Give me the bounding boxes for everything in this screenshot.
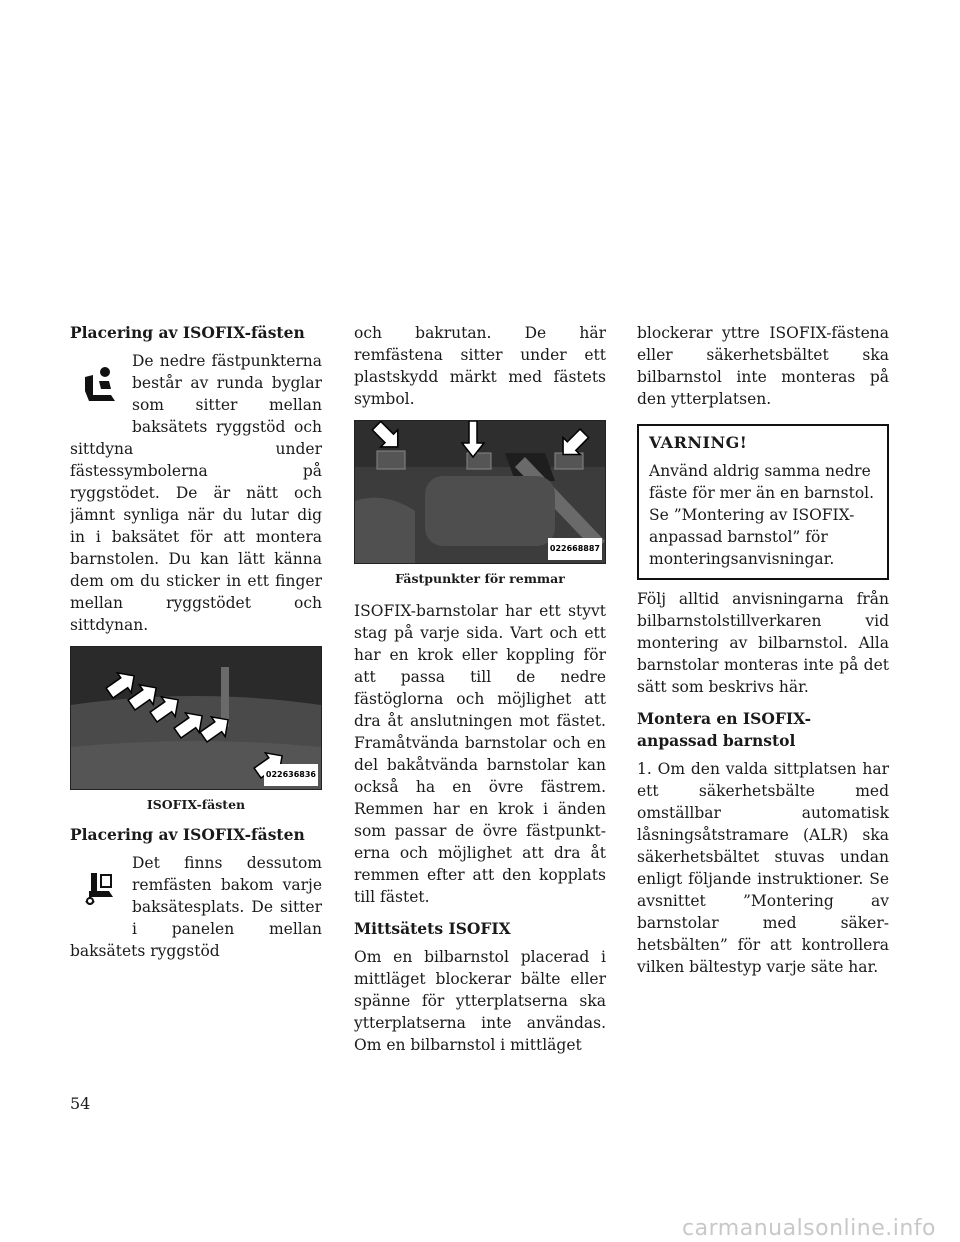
tether-paragraph: Det finns dessutom remfästen bakom varje baksätesplats. De sitter i panelen mellan baksätets ryggstöd <box>70 854 322 960</box>
isofix-paragraph: De nedre fästpunkterna består av runda byglar som sitter mellan baksätets ryggstöd och sittdyna under fästessymbolerna på ryggstödet. De är nätt och jämnt synliga när du lutar dig in i baksätet för att montera barnstolen. Du kan lätt känna dem om du sticker in ett finger mellan ryggstödet och sittdynan. <box>70 352 322 634</box>
isofix-intro <box>70 350 322 636</box>
figure-code: 022636836 <box>264 764 318 786</box>
column-1 <box>70 322 322 962</box>
warning-title: VARNING! <box>649 433 748 452</box>
paragraph: Följ alltid anvisningarna från bilbarnstolstillverkaren vid montering av bilbarnstol. Alla barnstolar monteras inte på det sätt som beskrivs här. <box>637 590 889 696</box>
warning-text: Använd aldrig samma nedre fäste för mer än en barnstol. Se ”Montering av ISOFIX-anpassad barnstol” för monteringsanvisningar. <box>649 462 875 568</box>
section-heading: Placering av ISOFIX-fästen <box>70 323 305 342</box>
figure-caption: Fästpunkter för remmar <box>395 571 565 586</box>
section-heading: Placering av ISOFIX-fästen <box>70 825 305 844</box>
tether-intro <box>70 852 322 962</box>
section-heading: Montera en ISOFIX-anpassad barnstol <box>637 709 812 750</box>
warning-box <box>637 424 889 580</box>
page-number: 54 <box>70 1094 91 1113</box>
paragraph: 1. Om den valda sittplatsen har ett säkerhetsbälte med omställbar automatisk låsningsåtstramare (ALR) ska säkerhetsbältet stuvas undan enligt följande instruktioner. Se avsnittet ”Montering av barnstolar med säkerhetsbälten” för att kontrollera vilken bältestyp varje säte har. <box>637 760 889 976</box>
tether-anchors-photo <box>354 420 606 564</box>
tether-anchor-icon <box>70 852 132 922</box>
column-3 <box>637 322 889 978</box>
figure-code: 022668887 <box>548 538 602 560</box>
figure-caption: ISOFIX-fästen <box>146 797 246 812</box>
isofix-child-seat-icon <box>70 350 132 420</box>
watermark: carmanualsonline.info <box>682 1216 936 1241</box>
section-heading: Mittsätets ISOFIX <box>354 919 511 938</box>
column-2 <box>354 322 606 1056</box>
isofix-anchors-photo <box>70 646 322 790</box>
paragraph: Om en bilbarnstol placerad i mittläget blockerar bälte eller spänne för ytterplatserna ska ytterplatserna inte användas. Om en bilbarnstol i mittläget <box>354 948 606 1054</box>
paragraph: ISOFIX-barnstolar har ett styvt stag på varje sida. Vart och ett har en krok eller koppling för att passa till de nedre fästöglorna och möjlighet att dra åt anslutningen mot fästet. Framåtvända barnstolar och en del bakåtvända barnstolar kan också ha en övre fästrem. Remmen har en krok i änden som passar de övre fästpunkterna och möjlighet att dra åt remmen efter att den kopplats till fästet. <box>354 602 606 906</box>
paragraph: blockerar yttre ISOFIX-fästena eller säkerhetsbältet ska bilbarnstol inte monteras på den ytterplatsen. <box>637 324 889 408</box>
paragraph: och bakrutan. De här remfästena sitter under ett plastskydd märkt med fästets symbol. <box>354 324 606 408</box>
